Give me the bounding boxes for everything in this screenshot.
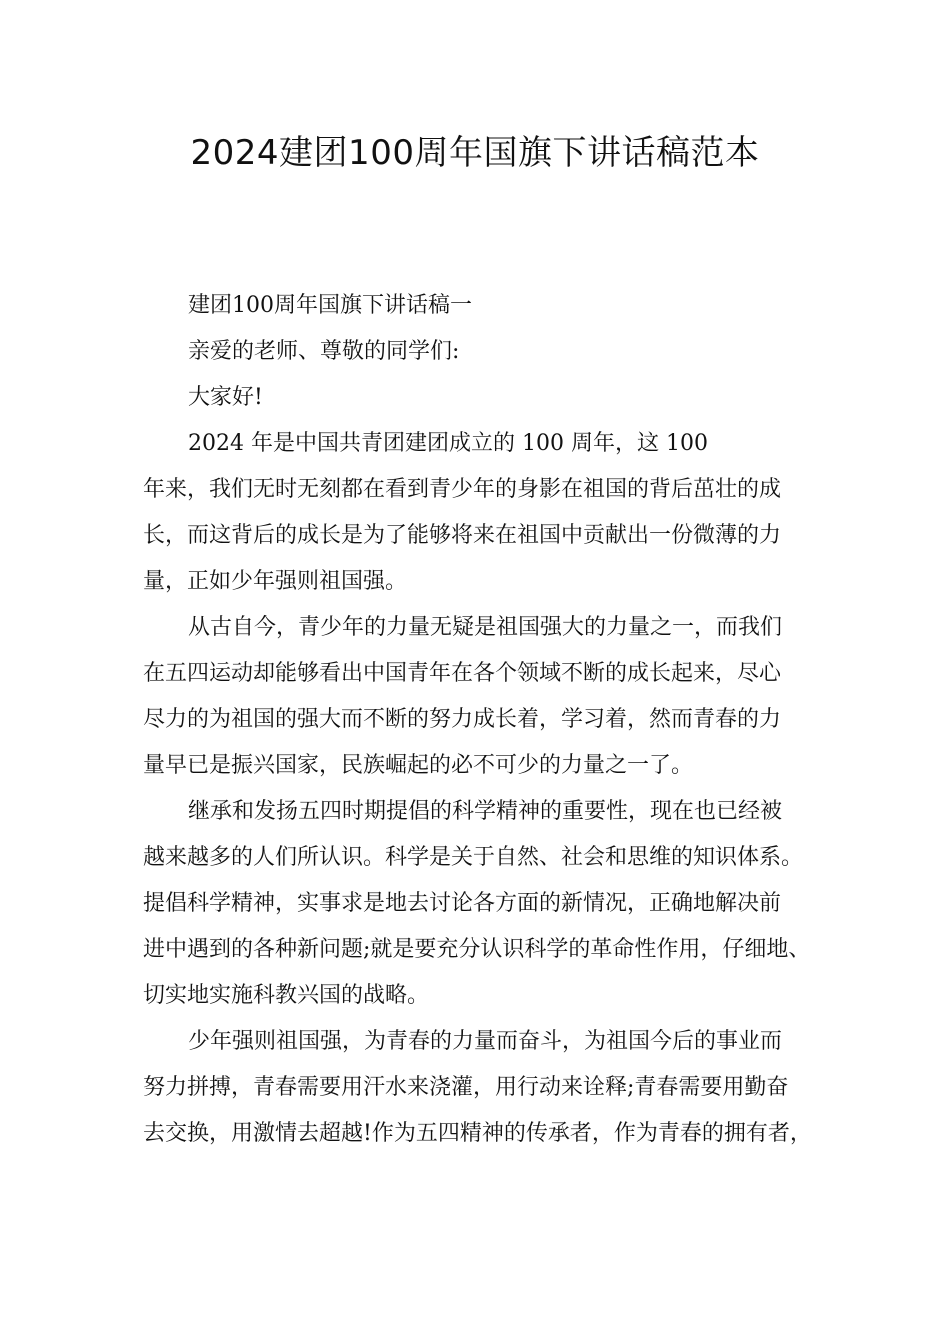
text-line: 建团100周年国旗下讲话稿一 <box>188 293 472 318</box>
text-line: 尽力的为祖国的强大而不断的努力成长着，学习着，然而青春的力 <box>143 707 782 732</box>
document-body <box>143 283 833 1157</box>
text-line: 努力拼搏，青春需要用汗水来浇灌，用行动来诠释;青春需要用勤奋 <box>143 1075 789 1100</box>
text-line: 在五四运动却能够看出中国青年在各个领域不断的成长起来，尽心 <box>143 661 782 686</box>
text-line: 少年强则祖国强，为青春的力量而奋斗，为祖国今后的事业而 <box>188 1029 783 1054</box>
text-line: 量早已是振兴国家，民族崛起的必不可少的力量之一了。 <box>143 753 694 778</box>
document-title: 2024建团100周年国旗下讲话稿范本 <box>190 133 760 173</box>
text-line: 长，而这背后的成长是为了能够将来在祖国中贡献出一份微薄的力 <box>143 523 782 548</box>
text-line: 进中遇到的各种新问题;就是要充分认识科学的革命性作用，仔细地、 <box>143 937 811 962</box>
text-line: 亲爱的老师、尊敬的同学们: <box>188 339 460 364</box>
text-line: 去交换，用激情去超越!作为五四精神的传承者，作为青春的拥有者， <box>143 1121 812 1146</box>
text-line: 继承和发扬五四时期提倡的科学精神的重要性，现在也已经被 <box>188 799 783 824</box>
text-line: 量，正如少年强则祖国强。 <box>143 569 408 594</box>
text-line: 切实地实施科教兴国的战略。 <box>143 983 430 1008</box>
text-line: 年来，我们无时无刻都在看到青少年的身影在祖国的背后茁壮的成 <box>143 477 782 502</box>
text-line: 从古自今，青少年的力量无疑是祖国强大的力量之一，而我们 <box>188 615 783 640</box>
text-line: 提倡科学精神，实事求是地去讨论各方面的新情况，正确地解决前 <box>143 891 782 916</box>
text-line: 2024 年是中国共青团建团成立的 100 周年，这 100 <box>188 431 708 456</box>
text-line: 越来越多的人们所认识。科学是关于自然、社会和思维的知识体系。 <box>143 845 804 870</box>
text-line: 大家好! <box>188 385 263 410</box>
